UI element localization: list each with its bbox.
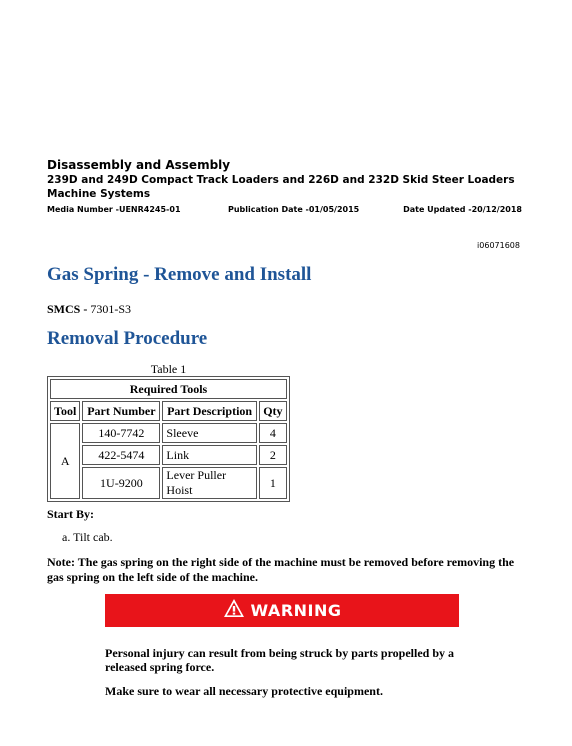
column-header: Tool: [50, 401, 80, 421]
part-number: 140-7742: [82, 423, 160, 443]
warning-advice: Make sure to wear all necessary protective equipment.: [105, 684, 383, 698]
part-description: Sleeve: [162, 423, 256, 443]
document-header: [47, 158, 522, 217]
document-id: i06071608: [477, 241, 520, 250]
warning-message: Personal injury can result from being struck by parts propelled by a released spring force.: [105, 646, 455, 674]
column-header: Qty: [259, 401, 287, 421]
part-qty: 1: [259, 467, 287, 499]
start-by-step: a. Tilt cab.: [62, 530, 113, 544]
part-qty: 2: [259, 445, 287, 465]
warning-label: WARNING: [250, 601, 342, 620]
page-title: Gas Spring - Remove and Install: [47, 264, 312, 285]
part-number: 1U-9200: [82, 467, 160, 499]
smcs-label: SMCS -: [47, 302, 88, 316]
note-text: Note: The gas spring on the right side of the machine must be removed before removing the gas spring on the left side of the machine.: [47, 555, 515, 584]
table-row: [50, 467, 287, 499]
date-updated: Date Updated -20/12/2018: [403, 205, 522, 214]
media-number: Media Number -UENR4245-01: [47, 205, 181, 214]
table-row: [50, 423, 287, 443]
warning-triangle-icon: [223, 598, 245, 623]
smcs-value: 7301-S3: [90, 302, 132, 316]
table-header-row: [50, 401, 287, 421]
section-title: Removal Procedure: [47, 328, 208, 349]
column-header: Part Number: [82, 401, 160, 421]
table-row: [50, 445, 287, 465]
publication-date: Publication Date -01/05/2015: [228, 205, 360, 214]
part-description: Link: [162, 445, 256, 465]
header-subtitle-line1: 239D and 249D Compact Track Loaders and 226D and 232D Skid Steer Loaders: [47, 174, 515, 186]
part-qty: 4: [259, 423, 287, 443]
header-subtitle-line2: Machine Systems: [47, 188, 151, 200]
part-description: Lever Puller Hoist: [162, 467, 256, 499]
tool-letter: A: [50, 423, 80, 499]
start-by-label: Start By:: [47, 507, 94, 521]
smcs-code: [47, 302, 131, 317]
warning-banner: [105, 594, 459, 627]
column-header: Part Description: [162, 401, 256, 421]
header-title: Disassembly and Assembly: [47, 158, 231, 172]
part-number: 422-5474: [82, 445, 160, 465]
table-title: Required Tools: [50, 379, 287, 399]
table-caption: Table 1: [150, 362, 187, 376]
required-tools-table: [47, 376, 290, 502]
header-meta: [47, 205, 522, 217]
